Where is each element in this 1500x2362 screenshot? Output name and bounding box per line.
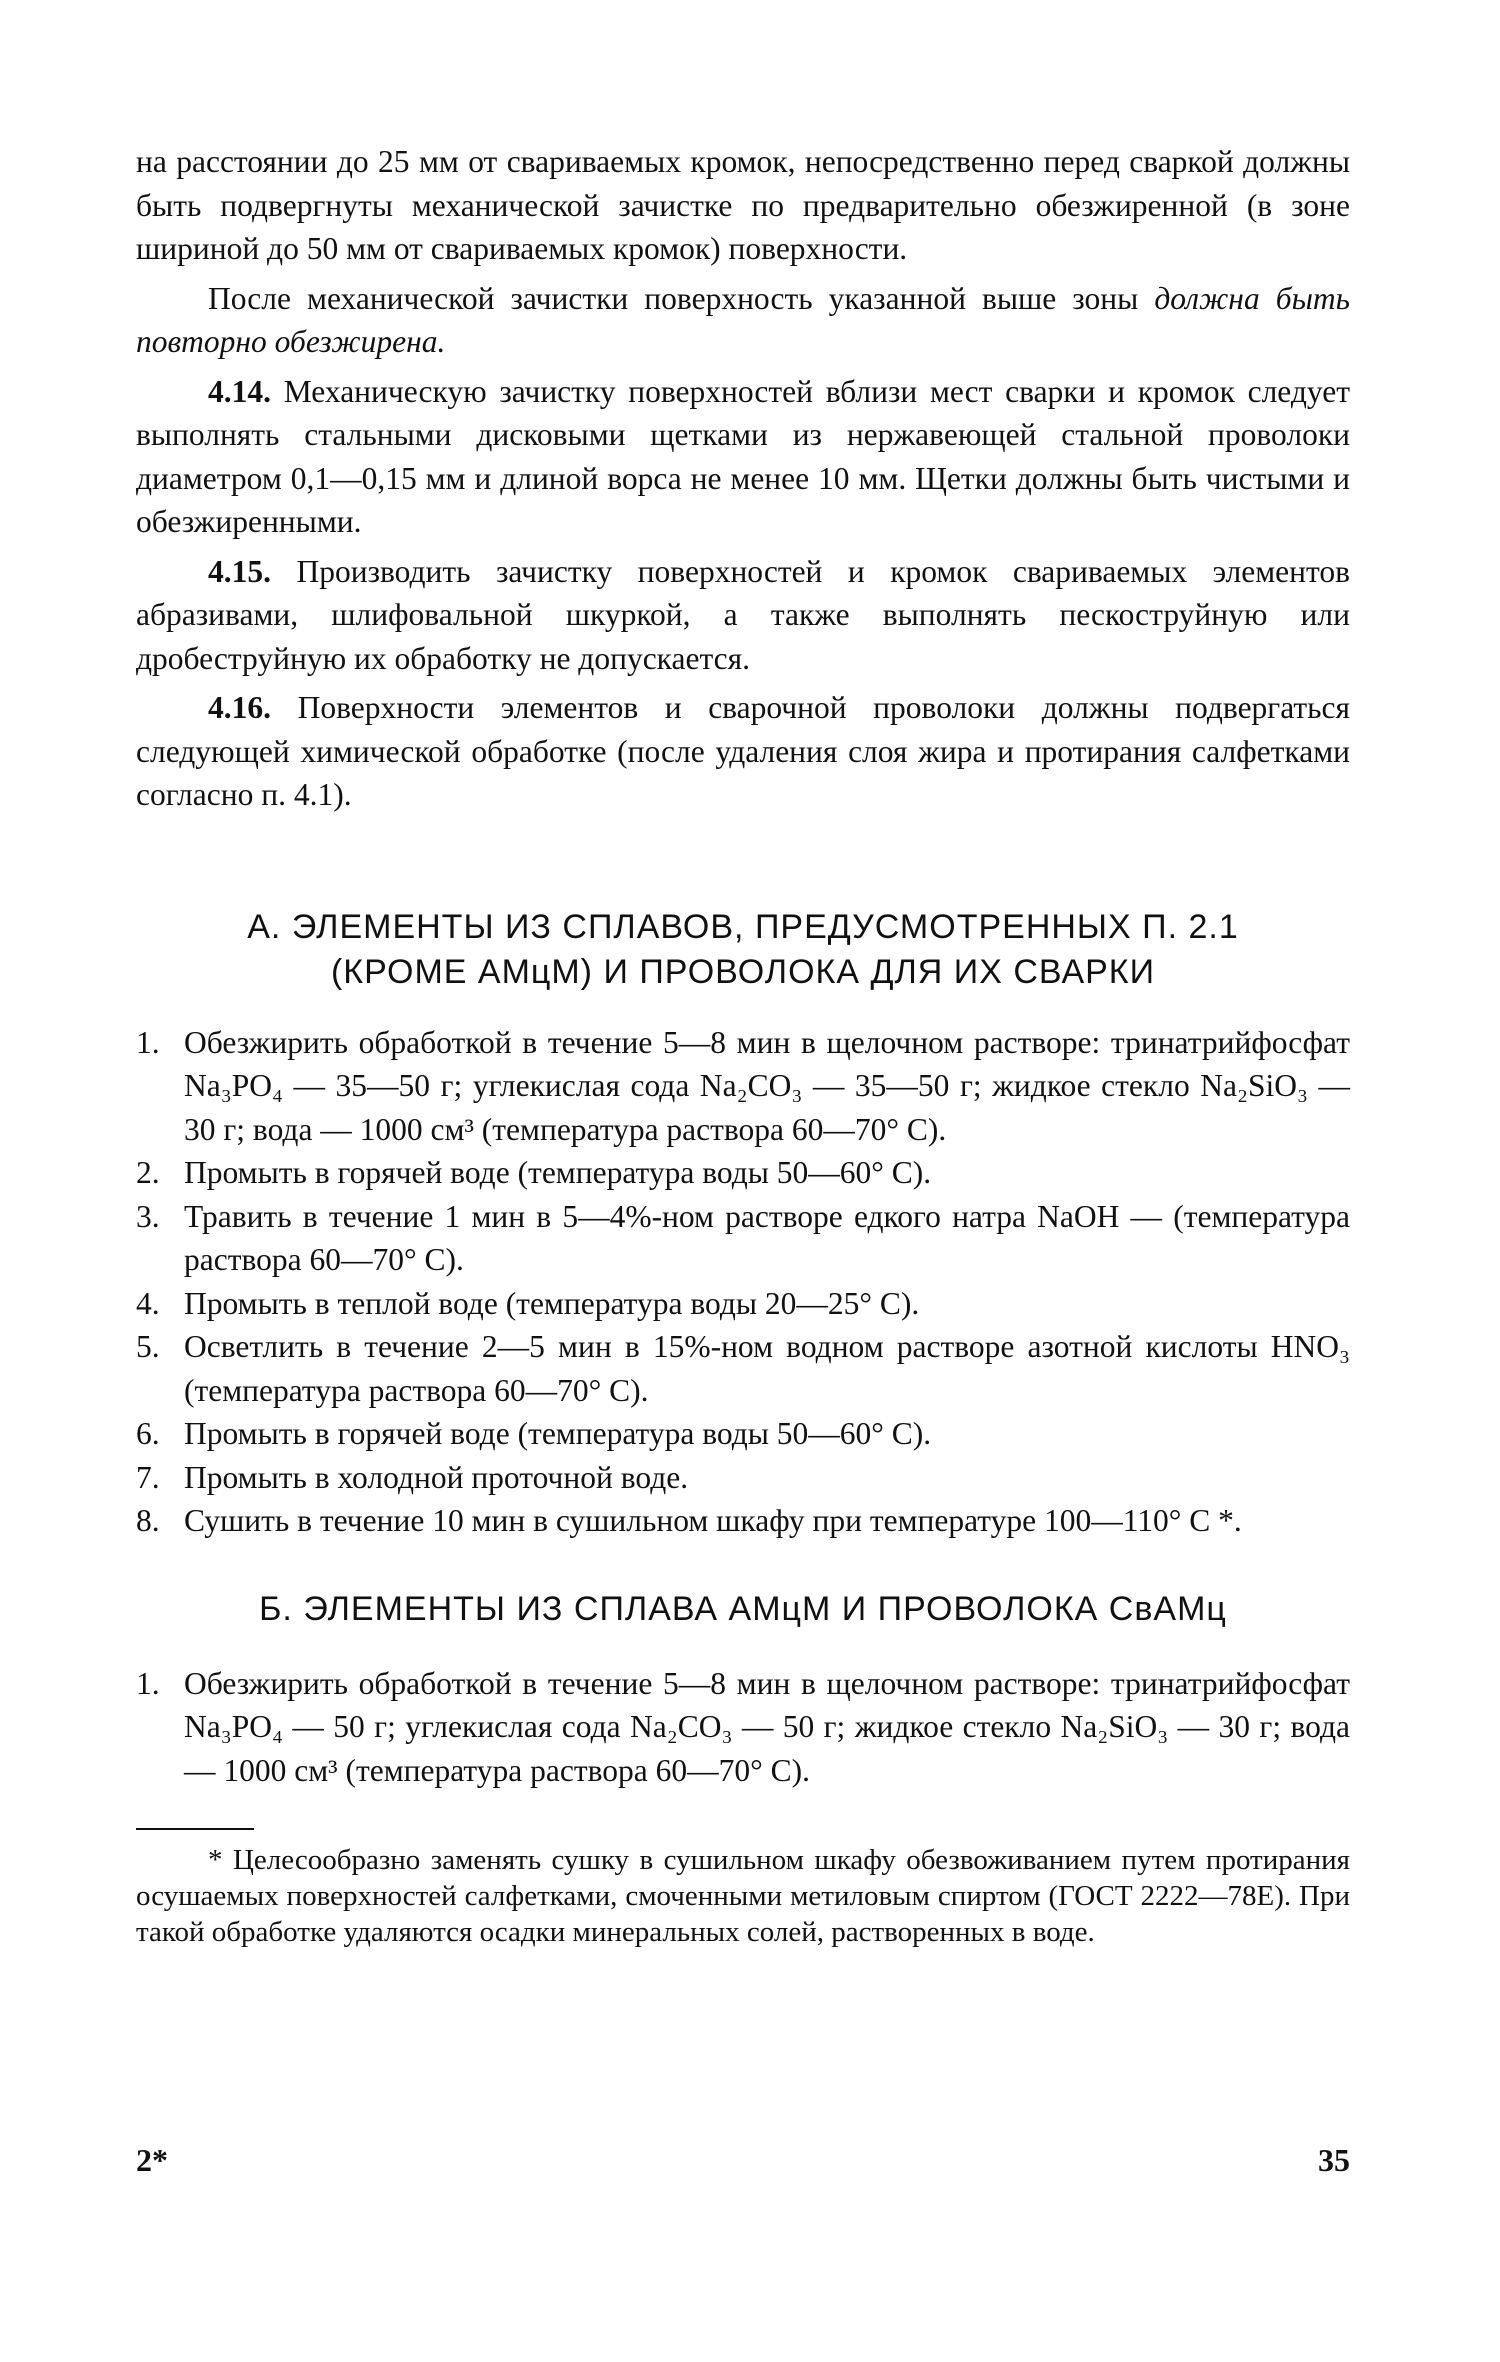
section-a-heading	[136, 905, 1350, 995]
list-item	[136, 1021, 1350, 1152]
list-marker: 4.	[136, 1285, 160, 1321]
clause-number: 4.16.	[208, 690, 271, 725]
clause-text: Механическую зачистку поверхностей вблизи мест сварки и кромок следует выполнять стальными дисковыми щетками из нержавеющей стальной проволоки диаметром 0,1—0,15 мм и длиной ворса не менее 10 мм. Щетки должны быть чистыми и обезжиренными.	[136, 373, 1350, 539]
list-marker: 1.	[136, 1665, 160, 1701]
section-a-steps	[136, 1021, 1350, 1543]
document-page	[136, 140, 1350, 1950]
clause-text: Производить зачистку поверхностей и кромок свариваемых элементов абразивами, шлифовальной шкуркой, а также выполнять пескоструйную или дробеструйную их обработку не допускается.	[136, 553, 1350, 676]
list-item	[136, 1499, 1350, 1543]
section-b-steps	[136, 1662, 1350, 1793]
signature-mark: 2*	[136, 2142, 168, 2178]
clause-text: Поверхности элементов и сварочной проволоки должны подвергаться следующей химической обработке (после удаления слоя жира и протирания салфетками согласно п. 4.1).	[136, 690, 1350, 812]
list-item-text: Обезжирить обработкой в течение 5—8 мин в щелочном растворе: тринатрийфосфат Na₃PO₄ — 50 г; углекислая сода Na₂CO₃ — 50 г; жидкое стекло Na₂SiO₃ — 30 г; вода — 1000 см³ (температура раствора 60—70° С).	[184, 1665, 1350, 1788]
list-marker: 8.	[136, 1503, 160, 1538]
footnote: * Целесообразно заменять сушку в сушильном шкафу обезвоживанием путем протирания осушаемых поверхностей салфетками, смоченными метиловым спиртом (ГОСТ 2222—78Е). При такой обработке удаляются осадки минеральных солей, растворенных в воде.	[136, 1844, 1350, 1948]
list-item-text: Сушить в течение 10 мин в сушильном шкафу при температуре 100—110° С *.	[184, 1503, 1242, 1538]
list-marker: 2.	[136, 1155, 160, 1190]
footnote-divider	[136, 1828, 254, 1830]
paragraph-after-cleaning-tail: должна быть повторно обезжирена.	[136, 280, 1350, 359]
section-a-heading-line2: (КРОМЕ АМцМ) И ПРОВОЛОКА ДЛЯ ИХ СВАРКИ	[330, 952, 1156, 991]
list-item-text: Травить в течение 1 мин в 5—4%-ном растворе едкого натра NaOH — (температура раствора 60—70° С).	[184, 1198, 1350, 1277]
clause-4-16	[136, 686, 1350, 817]
list-marker: 3.	[136, 1198, 160, 1234]
list-marker: 6.	[136, 1416, 160, 1451]
list-item-text: Промыть в горячей воде (температура воды 50—60° С).	[184, 1155, 932, 1190]
list-marker: 1.	[136, 1024, 160, 1060]
list-marker: 7.	[136, 1459, 160, 1495]
section-a-heading-line1: А. ЭЛЕМЕНТЫ ИЗ СПЛАВОВ, ПРЕДУСМОТРЕННЫХ П. 2.1	[247, 907, 1239, 946]
list-marker: 5.	[136, 1329, 160, 1364]
clause-4-14	[136, 370, 1350, 544]
paragraph-after-cleaning	[136, 277, 1350, 364]
list-item-text: Промыть в холодной проточной воде.	[184, 1459, 689, 1495]
list-item	[136, 1662, 1350, 1793]
list-item	[136, 1456, 1350, 1500]
paragraph-intro: на расстоянии до 25 мм от свариваемых кромок, непосредственно перед сваркой должны быть подвергнуты механической зачистке по предварительно обезжиренной (в зоне шириной до 50 мм от свариваемых кромок) поверхности.	[136, 144, 1350, 266]
clause-number: 4.15.	[208, 553, 271, 589]
list-item	[136, 1195, 1350, 1282]
list-item-text: Промыть в теплой воде (температура воды 20—25° С).	[184, 1285, 920, 1321]
page-number: 35	[1318, 2142, 1350, 2178]
paragraph-after-cleaning-lead: После механической зачистки поверхность указанной выше зоны	[208, 280, 1155, 316]
list-item	[136, 1151, 1350, 1195]
section-b-heading: Б. ЭЛЕМЕНТЫ ИЗ СПЛАВА АМцМ И ПРОВОЛОКА СвАМц	[259, 1589, 1227, 1628]
list-item-text: Промыть в горячей воде (температура воды 50—60° С).	[184, 1416, 932, 1451]
clause-4-15	[136, 550, 1350, 681]
list-item	[136, 1325, 1350, 1412]
list-item	[136, 1282, 1350, 1326]
clause-number: 4.14.	[208, 373, 271, 409]
list-item-text: Обезжирить обработкой в течение 5—8 мин в щелочном растворе: тринатрийфосфат Na₃PO₄ — 35—50 г; углекислая сода Na₂CO₃ — 35—50 г; жидкое стекло Na₂SiO₃ — 30 г; вода — 1000 см³ (температура раствора 60—70° С).	[184, 1024, 1350, 1147]
list-item-text: Осветлить в течение 2—5 мин в 15%-ном водном растворе азотной кислоты HNO₃ (температура раствора 60—70° С).	[184, 1329, 1350, 1408]
list-item	[136, 1412, 1350, 1456]
